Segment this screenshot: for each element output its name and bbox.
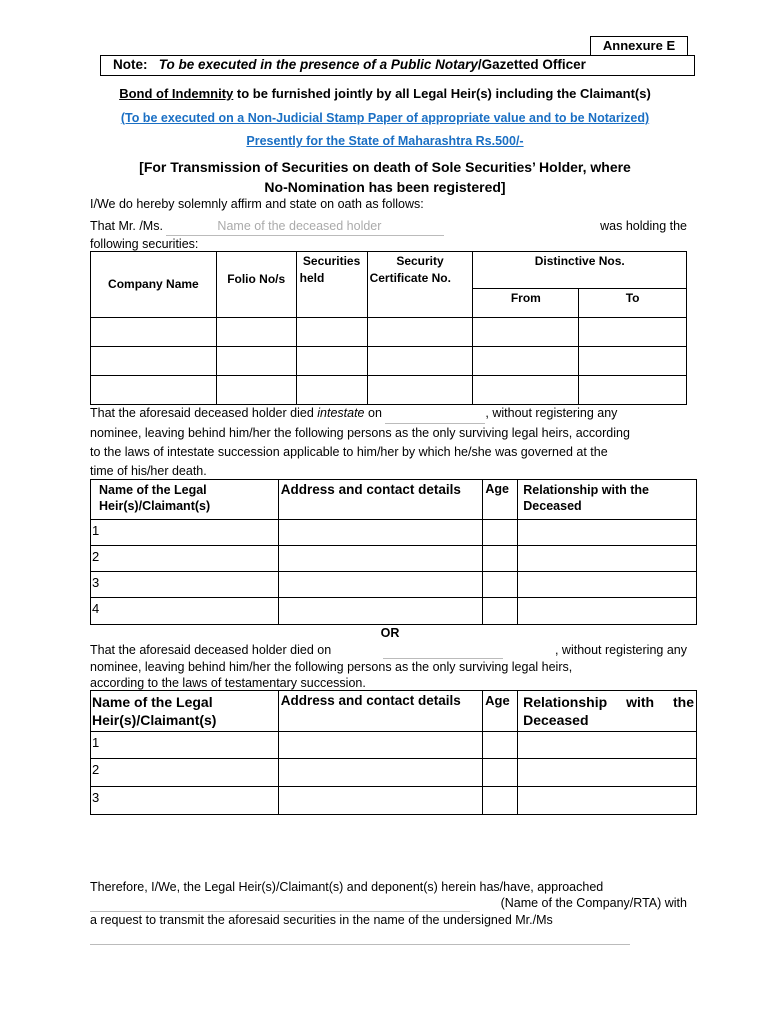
- age-header: Age: [483, 691, 518, 732]
- therefore-para: Therefore, I/We, the Legal Heir(s)/Claimant(s) and deponent(s) herein has/have, approached (Name of the Company/RTA) with a request to transmit the aforesaid securities in the name of the undersigned Mr./Ms: [90, 879, 687, 945]
- table-row: 2: [91, 546, 697, 572]
- intestate-italic: intestate: [317, 406, 365, 420]
- testamentary-para: That the aforesaid deceased holder died on , without registering any nominee, leaving behind him/her the following persons as the only surviving legal heirs, according to the laws of testamentary succession.: [90, 643, 687, 690]
- following-securities: following securities:: [90, 237, 199, 251]
- table-row: 4: [91, 598, 697, 625]
- company-rta-field[interactable]: [90, 895, 470, 912]
- bond-rest: to be furnished jointly by all Legal Heir(s) including the Claimant(s): [233, 86, 651, 101]
- to-header: To: [579, 288, 687, 317]
- table-row: 1: [91, 732, 697, 759]
- securities-table: [90, 251, 687, 405]
- company-name-header: Company Name: [91, 252, 217, 318]
- deceased-name-blank-right: [404, 218, 444, 236]
- address-header: Address and contact details: [278, 480, 483, 520]
- heirs-table-1: [90, 479, 697, 625]
- transmission-line-2: No-Nomination has been registered]: [264, 179, 506, 195]
- deceased-name-blank-left: [166, 218, 194, 236]
- heir-name-header: Name of the Legal Heir(s)/Claimant(s): [91, 691, 279, 732]
- from-header: From: [473, 288, 579, 317]
- stamp-line: (To be executed on a Non-Judicial Stamp Paper of appropriate value and to be Notarized): [120, 111, 650, 125]
- relationship-header: Relationship with the Deceased: [518, 480, 697, 520]
- table-row: 3: [91, 572, 697, 598]
- or-label: OR: [380, 626, 400, 640]
- was-holding: was holding the: [600, 219, 687, 233]
- note-rest: /Gazetted Officer: [477, 57, 586, 72]
- that-prefix: That Mr. /Ms.: [90, 219, 163, 233]
- deceased-name-field[interactable]: Name of the deceased holder: [194, 218, 404, 236]
- transmission-line-1: [For Transmission of Securities on death of Sole Securities’ Holder, where: [139, 159, 631, 175]
- transmission-heading: [60, 157, 710, 197]
- undersigned-name-field[interactable]: [90, 928, 630, 945]
- table-row: 1: [91, 520, 697, 546]
- table-row: [91, 317, 687, 346]
- intestate-date-field[interactable]: [385, 404, 485, 424]
- bond-title: [60, 86, 710, 101]
- folio-header: Folio No/s: [216, 252, 296, 318]
- securities-held-header: Securities held: [296, 252, 367, 289]
- note-box: [100, 55, 695, 76]
- age-header: Age: [483, 480, 518, 520]
- testamentary-date-field[interactable]: [383, 642, 503, 659]
- distinctive-header: Distinctive Nos.: [473, 252, 687, 289]
- address-header: Address and contact details: [278, 691, 482, 732]
- annexure-label: Annexure E: [590, 36, 688, 56]
- table-row: [91, 346, 687, 375]
- heir-name-header: Name of the Legal Heir(s)/Claimant(s): [91, 480, 279, 520]
- note-italic: To be executed in the presence of a Public Notary: [158, 57, 478, 72]
- certificate-header: Security Certificate No.: [367, 252, 473, 289]
- heirs-table-2: [90, 690, 697, 815]
- note-label: Note:: [113, 57, 148, 72]
- affirm-text: I/We do hereby solemnly affirm and state on oath as follows:: [90, 197, 424, 211]
- state-line: Presently for the State of Maharashtra Rs.500/-: [246, 134, 524, 148]
- that-holding-para: [90, 218, 687, 253]
- table-row: [91, 375, 687, 404]
- relationship-header: Relationship with the Deceased: [518, 691, 697, 732]
- table-row: 3: [91, 787, 697, 815]
- table-row: 2: [91, 759, 697, 787]
- bond-underlined: Bond of Indemnity: [119, 86, 234, 101]
- intestate-para: That the aforesaid deceased holder died intestate on , without registering any nominee, leaving behind him/her the following persons as the only surviving legal heirs, according to the laws of intestate succession applicable to him/her by which he/she was governed at the time of his/her death.: [90, 406, 630, 478]
